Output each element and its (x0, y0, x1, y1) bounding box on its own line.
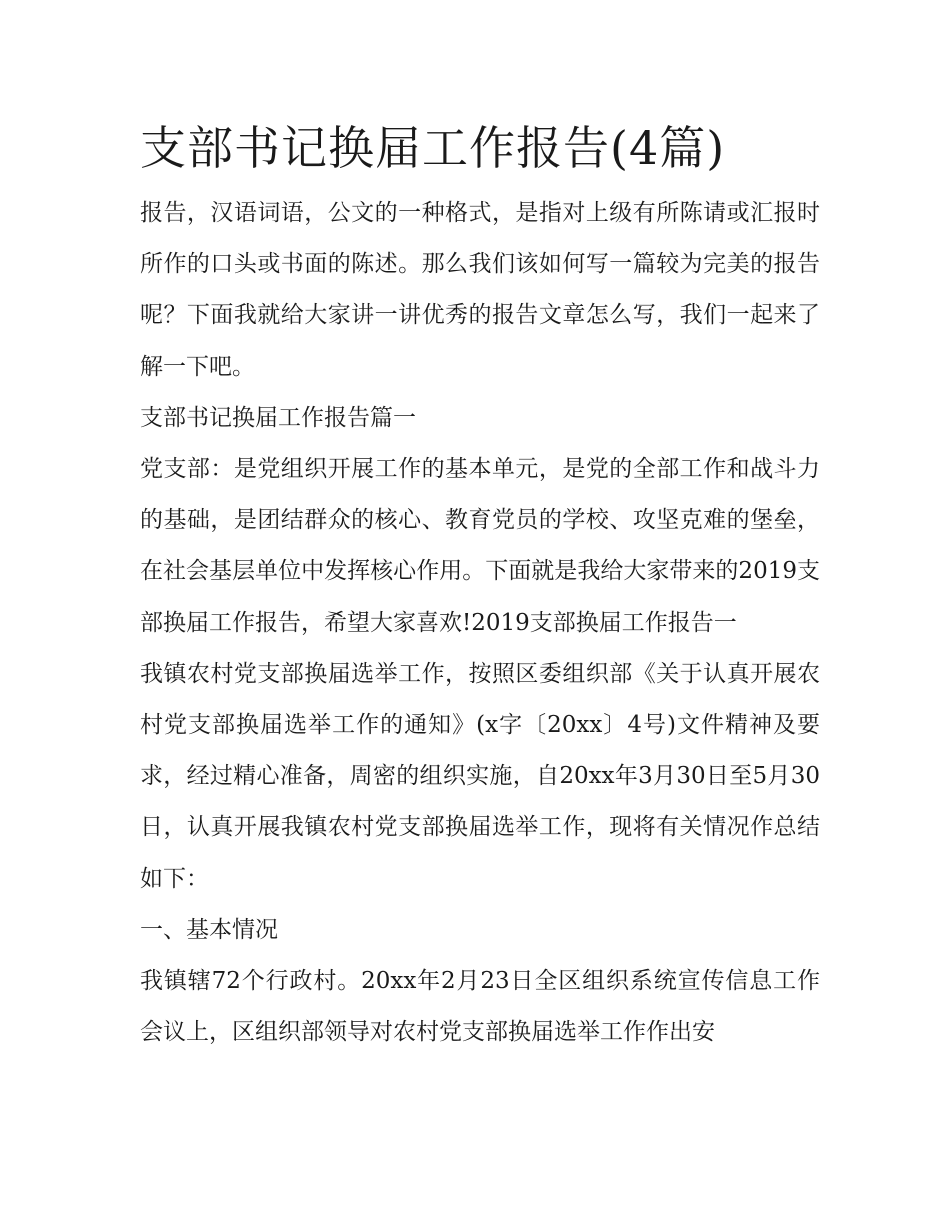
paragraph-party-branch: 党支部：是党组织开展工作的基本单元，是党的全部工作和战斗力的基础，是团结群众的核心、教育党员的学校、攻坚克难的堡垒，在社会基层单位中发挥核心作用。下面就是我给大家带来的2019支部换届工作报告，希望大家喜欢!2019支部换届工作报告一 (140, 456, 820, 636)
paragraph-section-heading-1: 支部书记换届工作报告篇一 (140, 404, 416, 431)
document-page (140, 112, 820, 1058)
paragraph-intro: 报告，汉语词语，公文的一种格式，是指对上级有所陈请或汇报时所作的口头或书面的陈述。那么我们该如何写一篇较为完美的报告呢？下面我就给大家讲一讲优秀的报告文章怎么写，我们一起来了解一下吧。 (140, 200, 820, 380)
paragraph-basic-situation: 我镇辖72个行政村。20xx年2月23日全区组织系统宣传信息工作会议上，区组织部领导对农村党支部换届选举工作作出安 (140, 968, 820, 1046)
paragraph-subheading-basic: 一、基本情况 (140, 916, 278, 943)
paragraph-election-work: 我镇农村党支部换届选举工作，按照区委组织部《关于认真开展农村党支部换届选举工作的通知》(x字〔20xx〕4号)文件精神及要求，经过精心准备，周密的组织实施，自20xx年3月30日至5月30日，认真开展我镇农村党支部换届选举工作，现将有关情况作总结如下： (140, 660, 820, 892)
document-title: 支部书记换届工作报告(4篇) (140, 121, 726, 175)
